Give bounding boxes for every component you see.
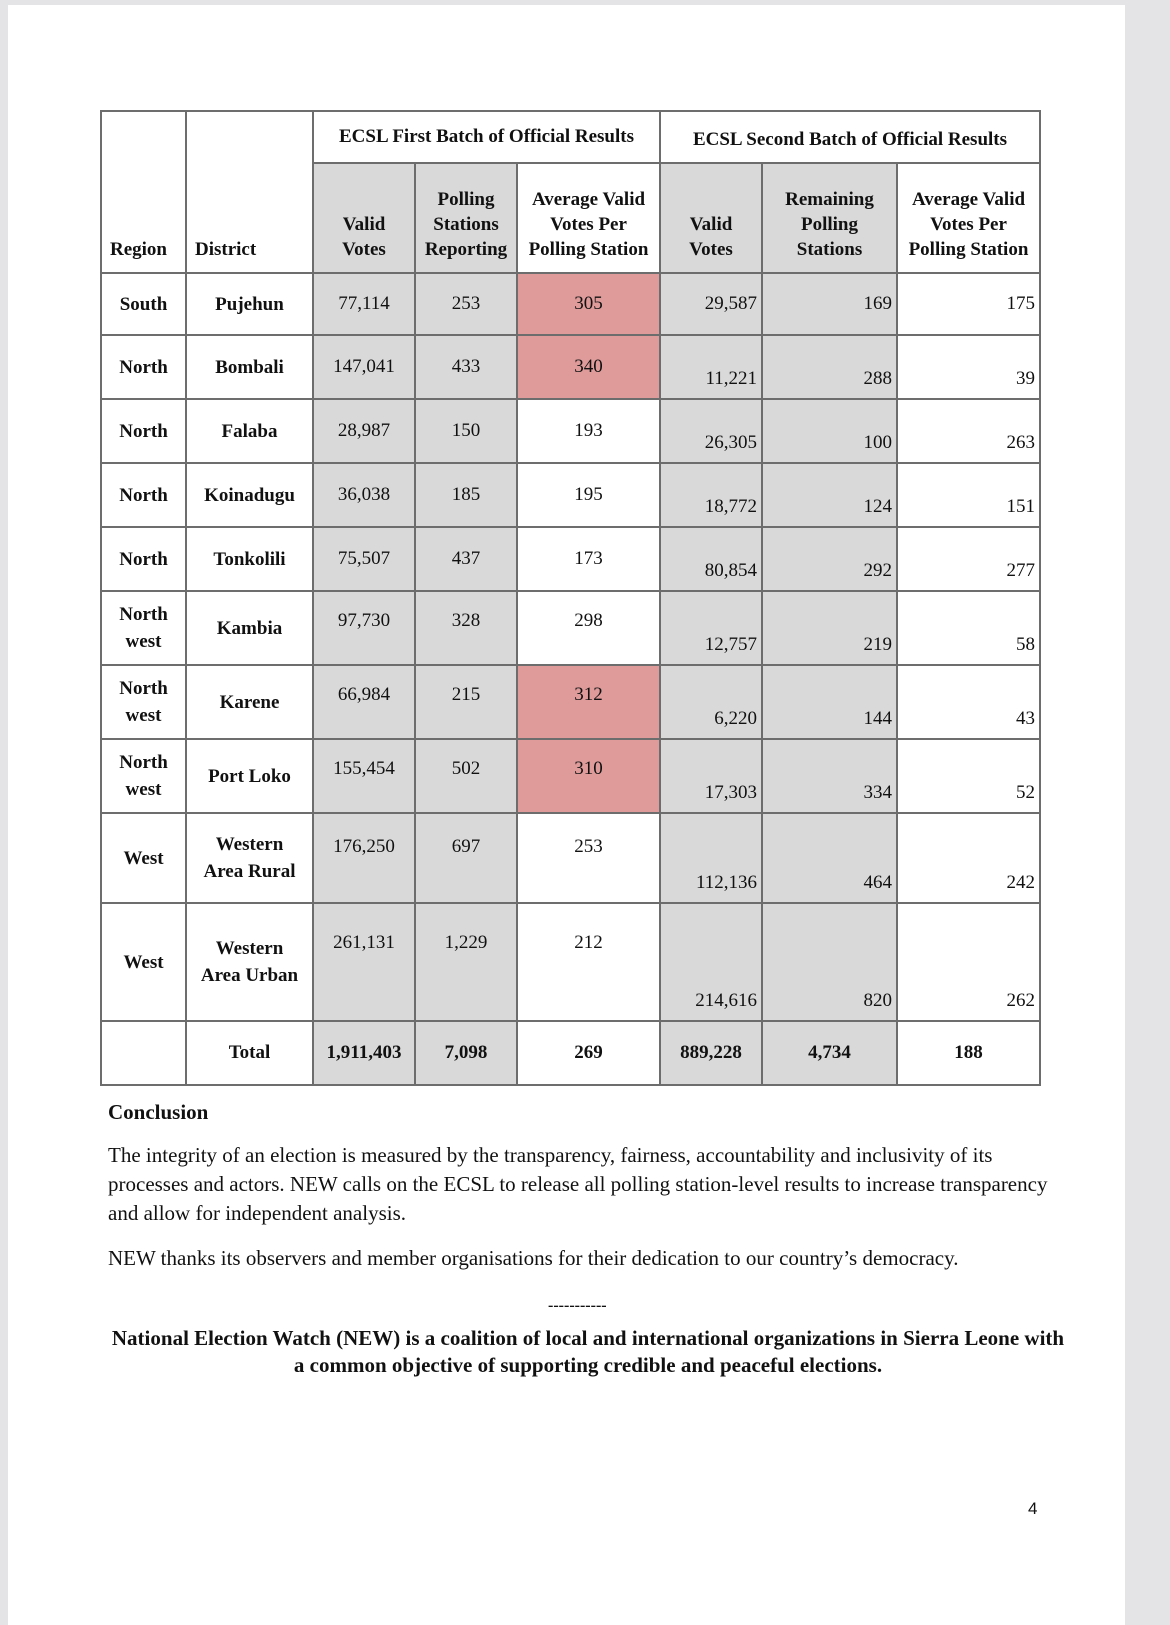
second-valid-votes-cell: 11,221	[660, 335, 762, 399]
first-polling-stations-cell: 185	[415, 463, 517, 527]
header-second-remaining	[762, 163, 897, 273]
header-line: Valid	[689, 214, 733, 235]
header-line: Valid	[342, 214, 386, 235]
footer-note: National Election Watch (NEW) is a coalition of local and international organizations in Sierra Leone with a common objective of supporting credible and peaceful elections.	[111, 1326, 1065, 1377]
second-valid-votes-cell: 17,303	[660, 739, 762, 813]
second-average-cell: 58	[897, 591, 1040, 665]
first-polling-stations-cell: 215	[415, 665, 517, 739]
header-second-batch: ECSL Second Batch of Official Results	[660, 111, 1040, 163]
header-line: Stations	[433, 214, 499, 235]
table-row	[101, 399, 1040, 463]
table-row	[101, 335, 1040, 399]
first-average-cell: 193	[517, 399, 660, 463]
district-cell	[186, 813, 313, 903]
second-remaining-cell: 124	[762, 463, 897, 527]
header-line: Votes	[342, 239, 386, 260]
header-line: Reporting	[424, 239, 508, 260]
header-line: Votes Per	[550, 214, 627, 235]
cell-line: Falaba	[221, 420, 278, 442]
second-average-cell: 277	[897, 527, 1040, 591]
second-valid-votes-cell: 26,305	[660, 399, 762, 463]
cell-line: North	[119, 604, 168, 625]
second-remaining-cell: 292	[762, 527, 897, 591]
second-average-cell: 151	[897, 463, 1040, 527]
header-line: Polling	[437, 189, 495, 210]
section-divider: -----------	[548, 1297, 607, 1314]
first-valid-votes-cell: 155,454	[313, 739, 415, 813]
region-cell	[101, 813, 186, 903]
cell-line: Tonkolili	[213, 548, 286, 570]
cell-line: Western	[215, 834, 284, 855]
cell-line: Area Urban	[200, 965, 299, 986]
cell-line: Koinadugu	[204, 484, 295, 506]
region-cell	[101, 335, 186, 399]
second-remaining-cell: 464	[762, 813, 897, 903]
header-line: Votes Per	[930, 214, 1007, 235]
district-cell	[186, 739, 313, 813]
first-polling-stations-cell: 253	[415, 273, 517, 335]
header-line: Average Valid	[531, 189, 646, 210]
cell-line: Pujehun	[215, 293, 284, 315]
second-average-cell: 175	[897, 273, 1040, 335]
second-remaining-cell: 820	[762, 903, 897, 1021]
first-polling-stations-cell: 502	[415, 739, 517, 813]
cell-line: west	[125, 705, 162, 726]
header-line: Polling Station	[528, 239, 649, 260]
first-polling-stations-cell: 433	[415, 335, 517, 399]
first-average-cell-flagged: 312	[517, 665, 660, 739]
header-region: Region	[101, 111, 186, 273]
conclusion-paragraph: NEW thanks its observers and member organisations for their dedication to our country’s democracy.	[108, 1246, 959, 1270]
second-average-cell: 242	[897, 813, 1040, 903]
header-line: Remaining	[785, 189, 874, 210]
second-valid-votes-cell: 12,757	[660, 591, 762, 665]
cell-line: Port Loko	[208, 765, 291, 787]
second-remaining-cell: 144	[762, 665, 897, 739]
district-cell	[186, 399, 313, 463]
cell-line: North	[119, 548, 168, 570]
district-cell	[186, 527, 313, 591]
region-cell	[101, 463, 186, 527]
first-valid-votes-cell: 97,730	[313, 591, 415, 665]
region-cell	[101, 527, 186, 591]
first-valid-votes-cell: 77,114	[313, 273, 415, 335]
first-valid-votes-cell: 176,250	[313, 813, 415, 903]
first-polling-stations-cell: 437	[415, 527, 517, 591]
district-cell	[186, 665, 313, 739]
first-average-cell-flagged: 310	[517, 739, 660, 813]
header-district: District	[186, 111, 313, 273]
header-line: Average Valid	[911, 189, 1026, 210]
district-cell	[186, 463, 313, 527]
first-valid-votes-cell: 261,131	[313, 903, 415, 1021]
cell-line: Western	[215, 938, 284, 959]
second-average-cell: 262	[897, 903, 1040, 1021]
page-number: 4	[1028, 1499, 1038, 1518]
second-average-cell: 43	[897, 665, 1040, 739]
table-row	[101, 463, 1040, 527]
second-valid-votes-cell: 29,587	[660, 273, 762, 335]
cell-line: North	[119, 356, 168, 378]
total-label: Total	[186, 1021, 313, 1085]
cell-line: North	[119, 678, 168, 699]
document-page	[8, 5, 1125, 1625]
results-table	[100, 110, 1041, 1086]
second-average-cell: 39	[897, 335, 1040, 399]
cell-line: west	[125, 779, 162, 800]
conclusion-heading: Conclusion	[108, 1100, 209, 1124]
cell-line: North	[119, 420, 168, 442]
second-valid-votes-cell: 214,616	[660, 903, 762, 1021]
total-row	[101, 1021, 1040, 1085]
first-polling-stations-cell: 1,229	[415, 903, 517, 1021]
second-remaining-cell: 100	[762, 399, 897, 463]
second-average-cell: 263	[897, 399, 1040, 463]
second-valid-votes-cell: 112,136	[660, 813, 762, 903]
cell-line: West	[123, 951, 164, 973]
region-cell	[101, 273, 186, 335]
second-remaining-cell: 334	[762, 739, 897, 813]
first-polling-stations-cell: 697	[415, 813, 517, 903]
total-first-average: 269	[517, 1021, 660, 1085]
first-valid-votes-cell: 147,041	[313, 335, 415, 399]
second-remaining-cell: 288	[762, 335, 897, 399]
results-table-body	[101, 273, 1040, 1085]
first-average-cell: 298	[517, 591, 660, 665]
header-line: Votes	[689, 239, 733, 260]
cell-line: Area Rural	[203, 861, 296, 882]
total-first-valid-votes: 1,911,403	[313, 1021, 415, 1085]
table-row	[101, 665, 1040, 739]
header-line: Polling Station	[908, 239, 1029, 260]
first-average-cell-flagged: 305	[517, 273, 660, 335]
table-row	[101, 813, 1040, 903]
header-line: Stations	[796, 239, 863, 260]
district-cell	[186, 273, 313, 335]
total-empty-cell	[101, 1021, 186, 1085]
first-average-cell: 253	[517, 813, 660, 903]
header-second-valid-votes	[660, 163, 762, 273]
conclusion-paragraph: The integrity of an election is measured by the transparency, fairness, accountability and inclusivity of its processes and actors. NEW calls on the ECSL to release all polling station-level results to increase transparency and allow for independent analysis.	[108, 1143, 1048, 1225]
cell-line: North	[119, 484, 168, 506]
region-cell	[101, 591, 186, 665]
first-valid-votes-cell: 75,507	[313, 527, 415, 591]
table-row	[101, 273, 1040, 335]
table-row	[101, 903, 1040, 1021]
district-cell	[186, 591, 313, 665]
region-cell	[101, 399, 186, 463]
header-first-valid-votes	[313, 163, 415, 273]
first-valid-votes-cell: 36,038	[313, 463, 415, 527]
header-first-polling-stations	[415, 163, 517, 273]
district-cell	[186, 335, 313, 399]
table-row	[101, 527, 1040, 591]
second-valid-votes-cell: 80,854	[660, 527, 762, 591]
second-average-cell: 52	[897, 739, 1040, 813]
cell-line: North	[119, 752, 168, 773]
region-cell	[101, 739, 186, 813]
first-valid-votes-cell: 28,987	[313, 399, 415, 463]
cell-line: West	[123, 847, 164, 869]
first-average-cell: 195	[517, 463, 660, 527]
second-remaining-cell: 169	[762, 273, 897, 335]
second-remaining-cell: 219	[762, 591, 897, 665]
header-second-average	[897, 163, 1040, 273]
district-cell	[186, 903, 313, 1021]
total-second-average: 188	[897, 1021, 1040, 1085]
table-row	[101, 739, 1040, 813]
cell-line: Kambia	[216, 617, 283, 639]
total-second-remaining: 4,734	[762, 1021, 897, 1085]
region-cell	[101, 903, 186, 1021]
first-polling-stations-cell: 150	[415, 399, 517, 463]
first-average-cell-flagged: 340	[517, 335, 660, 399]
region-cell	[101, 665, 186, 739]
header-first-average	[517, 163, 660, 273]
total-first-polling-stations: 7,098	[415, 1021, 517, 1085]
cell-line: South	[119, 293, 168, 315]
second-valid-votes-cell: 18,772	[660, 463, 762, 527]
cell-line: Bombali	[215, 356, 284, 378]
first-valid-votes-cell: 66,984	[313, 665, 415, 739]
conclusion-section	[108, 1100, 1068, 1289]
table-row	[101, 591, 1040, 665]
cell-line: west	[125, 631, 162, 652]
header-line: Polling	[800, 214, 858, 235]
header-first-batch: ECSL First Batch of Official Results	[313, 111, 660, 163]
second-valid-votes-cell: 6,220	[660, 665, 762, 739]
total-second-valid-votes: 889,228	[660, 1021, 762, 1085]
first-polling-stations-cell: 328	[415, 591, 517, 665]
cell-line: Karene	[219, 691, 280, 713]
first-average-cell: 173	[517, 527, 660, 591]
first-average-cell: 212	[517, 903, 660, 1021]
